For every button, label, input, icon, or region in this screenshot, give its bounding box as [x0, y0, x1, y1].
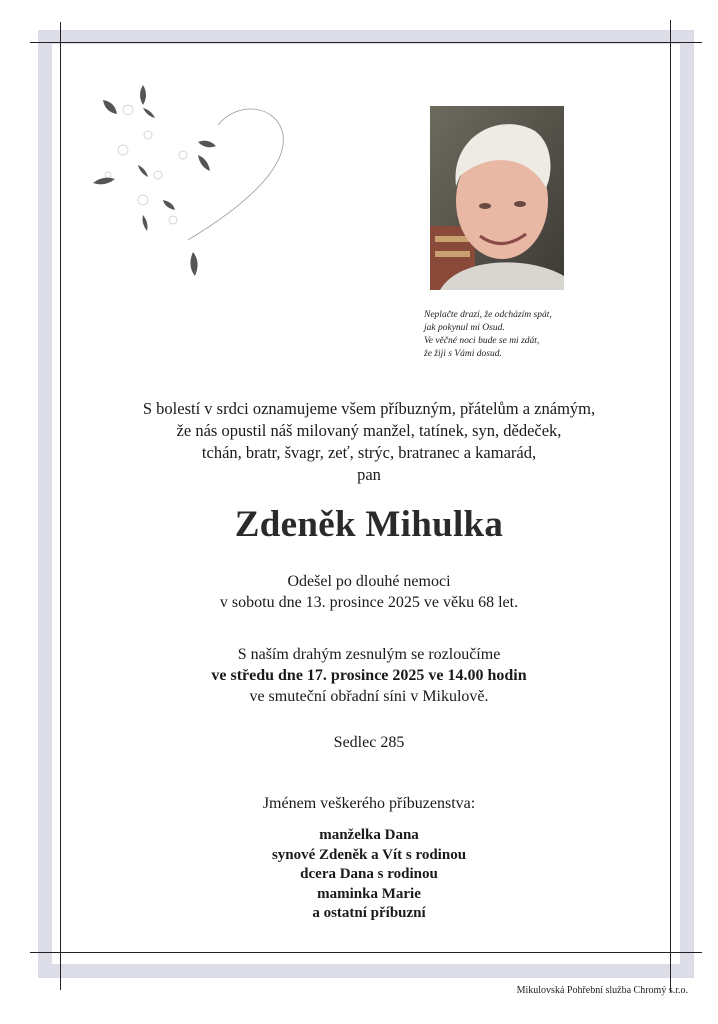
family-member: manželka Dana	[319, 827, 419, 843]
floral-heart-decoration	[88, 80, 298, 290]
announcement-line: tchán, bratr, švagr, zeť, strýc, bratranec a kamarád,	[201, 443, 537, 462]
announcement-line: S bolestí v srdci oznamujeme všem příbuzným, přátelům a známým,	[142, 399, 596, 418]
announcement-text	[60, 398, 678, 486]
funeral-place: ve smuteční obřadní síni v Mikulově.	[249, 688, 489, 705]
poem	[424, 309, 624, 361]
family-member: a ostatní příbuzní	[312, 905, 426, 921]
bottom-rule	[30, 952, 702, 953]
behalf-heading: Jménem veškerého příbuzenstva:	[262, 795, 476, 812]
poem-line: že žiji s Vámi dosud.	[424, 349, 502, 359]
poem-line: Ve věčné noci bude se mi zdát,	[424, 336, 540, 346]
funeral-datetime: ve středu dne 17. prosince 2025 ve 14.00 hodin	[211, 667, 527, 684]
address: Sedlec 285	[333, 734, 405, 751]
announcement-line: že nás opustil náš milovaný manžel, tatínek, syn, dědeček,	[176, 421, 562, 440]
poem-line: Neplačte drazí, že odcházím spát,	[424, 310, 552, 320]
announcement-line: pan	[357, 465, 381, 484]
death-line: v sobotu dne 13. prosince 2025 ve věku 68 let.	[219, 594, 519, 611]
family-list	[60, 826, 678, 924]
funeral-intro: S naším drahým zesnulým se rozloučíme	[237, 646, 501, 663]
family-member: dcera Dana s rodinou	[300, 866, 438, 882]
funeral-info	[60, 644, 678, 707]
deceased-name: Zdeněk Mihulka	[234, 504, 504, 545]
family-member: synové Zdeněk a Vít s rodinou	[271, 846, 467, 863]
death-line: Odešel po dlouhé nemoci	[287, 573, 451, 590]
family-member: maminka Marie	[317, 885, 421, 902]
top-rule	[30, 42, 702, 43]
portrait-photo	[430, 106, 564, 290]
poem-line: jak pokynul mi Osud.	[424, 323, 505, 333]
death-info	[60, 571, 678, 613]
funeral-service-footer: Mikulovská Pohřební služba Chromý s.r.o.	[516, 985, 688, 996]
